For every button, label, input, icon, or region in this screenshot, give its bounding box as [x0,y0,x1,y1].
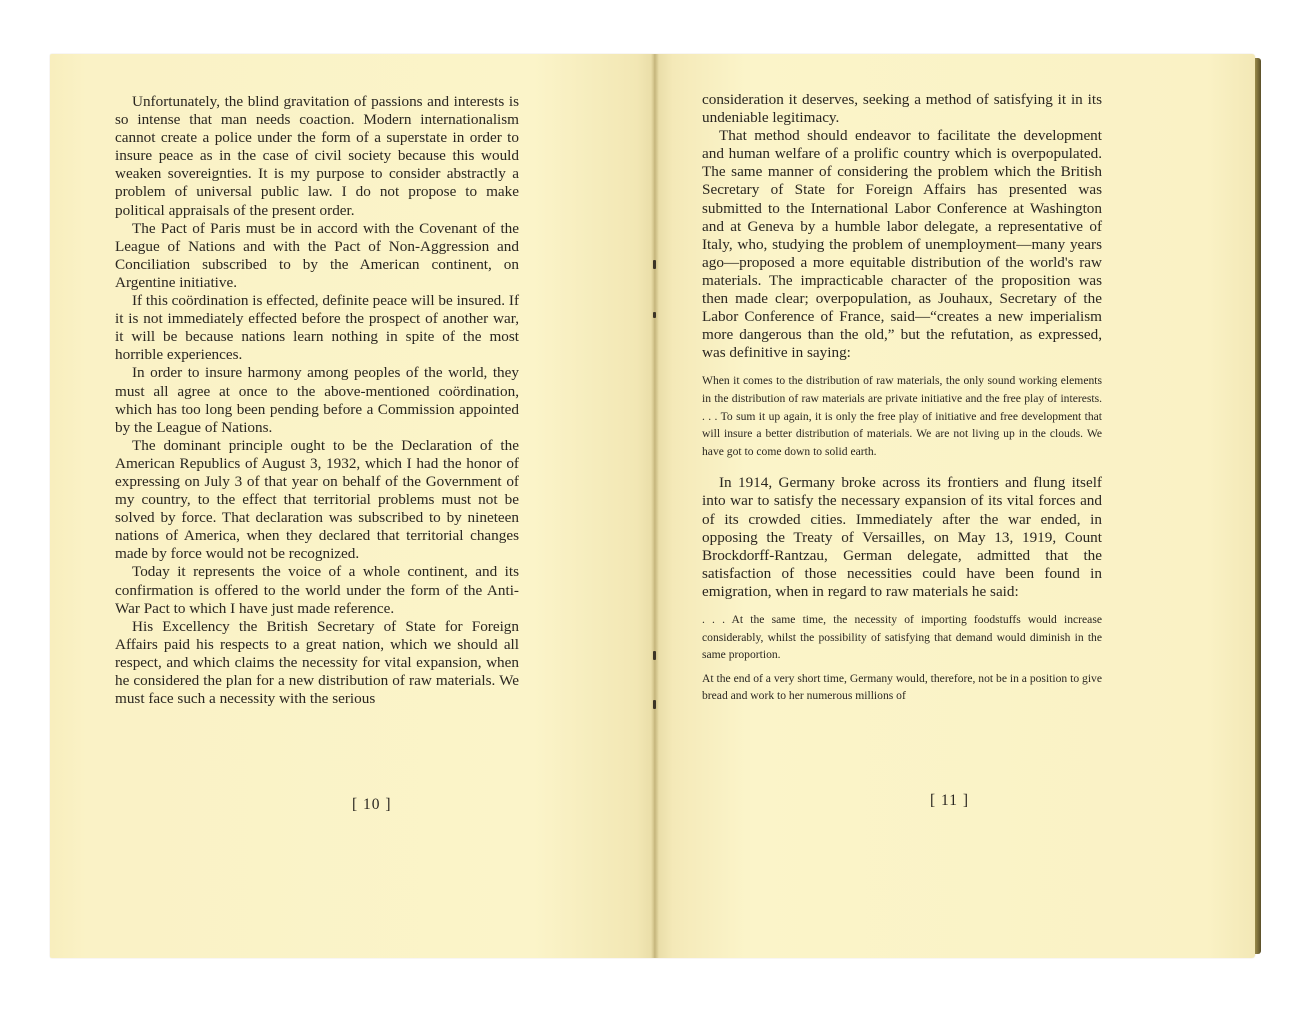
book-gutter [651,54,659,958]
page-number: [ 11 ] [930,792,969,809]
left-page-body [115,93,519,708]
right-page-body [702,91,1102,719]
staple-mark [653,312,656,318]
staple-mark [653,651,656,660]
paragraph: In 1914, Germany broke across its frontiers and flung itself into war to satisfy the necessary expansion of its vital forces and of its crowded cities. Immediately after the war ended, in opposing the Treaty of Versailles, on May 13, 1919, Count Brockdorff-Rantzau, German delegate, admitted that the satisfaction of those necessities could have been found in emigration, when in regard to raw materials he said: [702,474,1102,600]
quote-text: At the end of a very short time, Germany would, therefore, not be in a position to give bread and work to her numerous millions of [702,671,1102,703]
block-quote [702,372,1102,460]
paragraph: The dominant principle ought to be the Declaration of the American Republics of August 3, 1932, which I had the honor of expressing on July 3 of that year on behalf of the Government of my country, to the effect that territorial problems must not be solved by force. That declaration was subscribed to by nineteen nations of America, when they declared that territorial changes made by force would not be recognized. [115,436,519,563]
quote-text: . . . At the same time, the necessity of importing foodstuffs would increase considerably, whilst the possibility of satisfying that demand would diminish in the same proportion. [702,613,1102,662]
staple-top-mark [653,260,656,269]
paragraph: The Pact of Paris must be in accord with the Covenant of the League of Nations and with the Pact of Non-Aggression and Conciliation subscribed to by the American continent, on Argentine initiative. [115,219,519,291]
paragraph: That method should endeavor to facilitate the development and human welfare of a prolific country which is overpopulated. The same manner of considering the problem which the British Secretary of State for Foreign Affairs has presented was submitted to the International Labor Conference at Washington and at Geneva by a humble labor delegate, a representative of Italy, who, studying the problem of unemployment—many years ago—proposed a more equitable distribution of the world's raw materials. The impracticable character of the proposition was then made clear; overpopulation, as Jouhaux, Secretary of the Labor Conference of France, said—“creates a new imperialism more dangerous than the old,” but the refutation, as expressed, was definitive in saying: [702,127,1102,362]
paragraph: His Excellency the British Secretary of State for Foreign Affairs paid his respects to a great nation, which we should all respect, and which claims the necessity for vital expansion, when he considered the plan for a new distribution of raw materials. We must face such a necessity with the serious [115,617,519,708]
paragraph: consideration it deserves, seeking a method of satisfying it in its undeniable legitimacy. [702,91,1102,127]
paragraph: Unfortunately, the blind gravitation of passions and interests is so intense that man needs coaction. Modern internationalism cannot create a police under the form of a superstate in order to insure peace as in the case of civil society because this would weaken sovereignties. It is my purpose to consider abstractly a problem of universal public law. I do not propose to make political appraisals of the present order. [115,93,519,219]
paragraph: In order to insure harmony among peoples of the world, they must all agree at once to the above-mentioned coördination, which has too long been pending before a Commission appointed by the League of Nations. [115,364,519,436]
block-quote [702,611,1102,705]
paragraph: Today it represents the voice of a whole continent, and its confirmation is offered to the world under the form of the Anti-War Pact to which I have just made reference. [115,563,519,617]
staple-bottom-mark [653,700,656,709]
quote-text: When it comes to the distribution of raw materials, the only sound working elements in the distribution of raw materials are private initiative and the free play of interests. . . . To sum it up again, it is only the free play of initiative and free development that will insure a better distribution of materials. We are not living up in the clouds. We have got to come down to solid earth. [702,374,1102,458]
page-number: [ 10 ] [352,796,392,813]
paragraph: If this coördination is effected, definite peace will be insured. If it is not immediately effected before the prospect of another war, it will be because nations learn nothing in spite of the most horrible experiences. [115,292,519,364]
